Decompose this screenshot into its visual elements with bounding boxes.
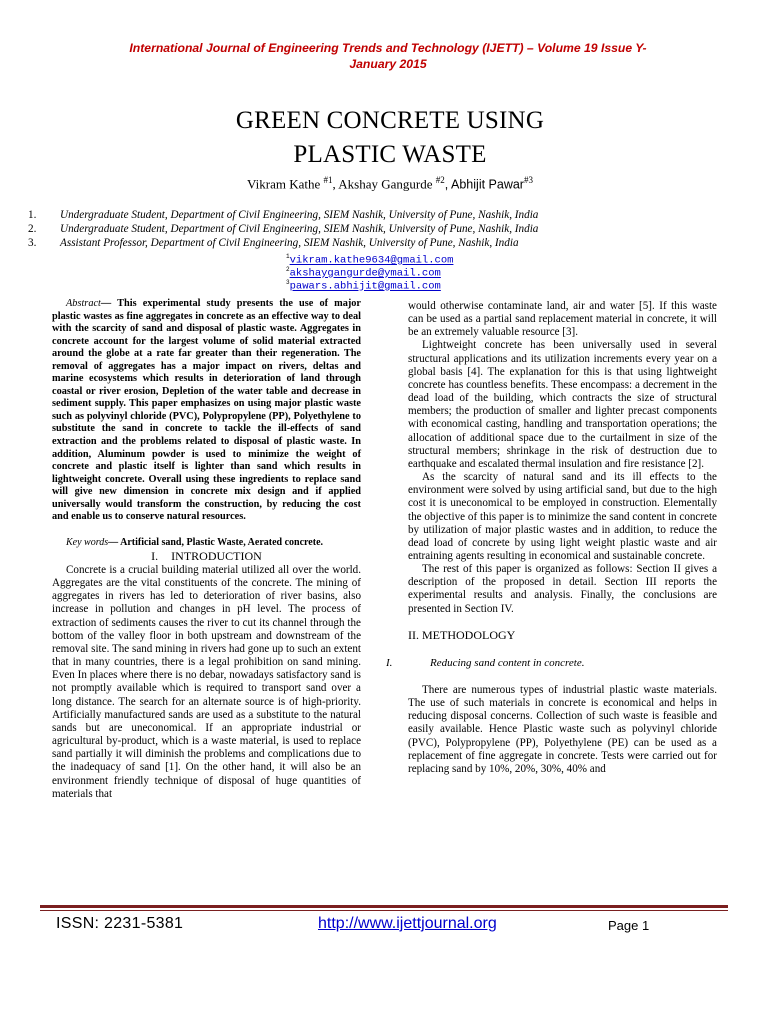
author-3: , Abhijit Pawar <box>444 177 524 192</box>
introduction-paragraph: Concrete is a crucial building material utilized all over the world. Aggregates are the vital constituents of the concrete. The mining of aggregates in rivers has led to deterioration of river basins, also increase in pollution and changes in pH level. The process of extraction of sediments causes the river to cut its channel through the bottom of the valley floor in both upstream and downstream of the removal site. The sand mining in rivers had gone up to such an extent that in many countries, there is a legal prohibition on sand mining. Even In places where there is no debar, nowadays satisfactory sand is not promptly available which is required to transport sand over a long distance. The search for an alternate source is of high-priority. Artificially manufactured sands are used as a substitute to the natural sands but are uneconomical. If an appropriate industrial or agricultural by-product, which is a waste material, is used to replace sand partially it will diminish the problems and complications due to the inadequacy of sand [1]. On the other hand, it will also be an environment friendly technique of disposal of huge quantities of materials that <box>52 564 361 800</box>
paper-title-line1: GREEN CONCRETE USING <box>235 107 545 134</box>
paper-title-line2: PLASTIC WASTE <box>293 141 487 168</box>
left-column <box>52 298 361 801</box>
paragraph-2: Lightweight concrete has been universally used in several structural applications and its utilization increments every year on a global basis [4]. The explanation for this is that using lightweight concrete has countless benefits. These encompass: a decrement in the dead load of the building, which contracts the size of structural members; the production of smaller and lighter precast components with economical casting, handling and transportation operations; the allocation of additional space due to the curtailment in size of the structural members; shrinkage in the risk of destruction due to earthquake and escalated thermal insulation and fire resistance [2]. <box>408 339 717 470</box>
subsection-title: Reducing sand content in concrete. <box>430 656 585 669</box>
journal-header-line1: International Journal of Engineering Trends and Technology (IJETT) – Volume 19 Issue Y- <box>129 41 647 55</box>
paragraph-4: The rest of this paper is organized as follows: Section II gives a description of the proposed in detail. Section III reports the experimental results and analysis. Finally, the conclusions are presented in Section IV. <box>408 563 717 615</box>
section-number: I. <box>151 549 159 563</box>
keywords-label: Key words <box>66 536 109 548</box>
email-marker: 3 <box>286 279 290 286</box>
abstract-dash: — <box>100 298 118 309</box>
abstract-label: Abstract <box>66 298 101 309</box>
paragraph-3: As the scarcity of natural sand and its ill effects to the environment were solved by using artificial sand, but due to the high cost it is uneconomical to be employed in construction. Elementally the objective of this paper is to minimize the sand content in concrete by utilization of major plastic wastes and in addition, to reduce the dead load of concrete by using light weight plastic waste and air entraining agents resulting in economical and sustainable concrete. <box>408 471 717 562</box>
paper-title <box>90 104 690 172</box>
footer-page-number: Page 1 <box>608 918 650 933</box>
affiliation-number: 2. <box>28 223 37 235</box>
email-marker: 1 <box>286 253 290 260</box>
keywords-dash: — <box>108 536 121 548</box>
paragraph-1: would otherwise contaminate land, air and water [5]. If this waste can be used as a partial sand replacement material in concrete, it will be an extremely valuable resource [3]. <box>408 300 717 339</box>
affiliation-2 <box>28 222 678 236</box>
footer-url-link[interactable]: http://www.ijettjournal.org <box>318 915 497 932</box>
footer-issn: ISSN: 2231-5381 <box>56 915 184 932</box>
footer-rule-thin <box>40 910 728 911</box>
affiliation-1 <box>28 208 678 222</box>
email-marker: 2 <box>286 266 290 273</box>
affiliation-3 <box>28 236 678 250</box>
journal-header-line2: January 2015 <box>349 57 427 71</box>
author-list <box>150 172 630 192</box>
email-link-1[interactable]: vikram.kathe9634@gmail.com <box>289 254 454 267</box>
email-line-3 <box>286 276 526 294</box>
affiliation-text: Assistant Professor, Department of Civil Engineering, SIEM Nashik, University of Pune, Nashik, India <box>60 237 519 249</box>
email-link-3[interactable]: pawars.abhijit@gmail.com <box>289 280 441 293</box>
abstract-text: This experimental study presents the use of major plastic wastes as fine aggregates in concrete as an effective way to deal with the scarcity of sand and disposal of plastic waste. Aggregates in concrete account for the largest volume of solid material extracted around the globe at a rate far greater than their regeneration. The removal of aggregates has a major impact on rivers, deltas and marine ecosystems which results in deterioration of land through coastal or river erosion, Depletion of the water table and decrease in sediment supply. This paper emphasizes on using major plastic waste such as polyvinyl chloride (PVC), Polypropylene (PP), Polyethylene to substitute the sand in concrete to tackle the ill-effects of sand extraction and the problems related to disposal of plastic waste. In addition, Aluminum powder is used to minimize the weight of concrete and plastic itself is lighter than sand which results in lightweight concrete. Overall using these ingredients to replace sand will give new dimension in concrete mix design and if applied universally would transform the construction, by reducing the cost and enable us to conserve natural resources. <box>52 298 361 523</box>
email-link-2[interactable]: akshaygangurde@ymail.com <box>289 267 441 280</box>
paragraph-5: There are numerous types of industrial plastic waste materials. The use of such materials in concrete is economical and helps in reducing disposal concerns. Collection of such waste is feasible and easily available. Hence Plastic waste such as polyvinyl chloride (PVC), Polypropylene (PP), Polyethylene (PE) can be used as a replacement of fine aggregate in concrete. Tests were carried out for replacing sand by 10%, 20%, 30%, 40% and <box>408 683 717 775</box>
author-1-marker: #1 <box>323 175 333 185</box>
keywords <box>52 536 361 549</box>
affiliation-text: Undergraduate Student, Department of Civil Engineering, SIEM Nashik, University of Pune, Nashik, India <box>60 223 539 235</box>
footer-rule-thick <box>40 905 728 908</box>
section-heading-introduction <box>52 549 361 564</box>
author-3-marker: #3 <box>523 175 533 185</box>
section-heading-methodology: II. METHODOLOGY <box>408 627 516 642</box>
subsection-heading <box>386 656 717 670</box>
section-title: INTRODUCTION <box>171 549 262 563</box>
affiliation-number: 3. <box>28 237 37 249</box>
author-1: Vikram Kathe <box>247 176 324 192</box>
affiliation-text: Undergraduate Student, Department of Civil Engineering, SIEM Nashik, University of Pune, Nashik, India <box>60 209 539 221</box>
affiliation-number: 1. <box>28 209 37 221</box>
abstract <box>52 298 361 524</box>
subsection-number: I. <box>386 656 393 669</box>
keywords-text: Artificial sand, Plastic Waste, Aerated concrete. <box>120 536 324 548</box>
author-2-marker: #2 <box>435 175 445 185</box>
right-column <box>386 300 717 776</box>
author-2: , Akshay Gangurde <box>332 176 436 192</box>
journal-header <box>58 40 718 72</box>
